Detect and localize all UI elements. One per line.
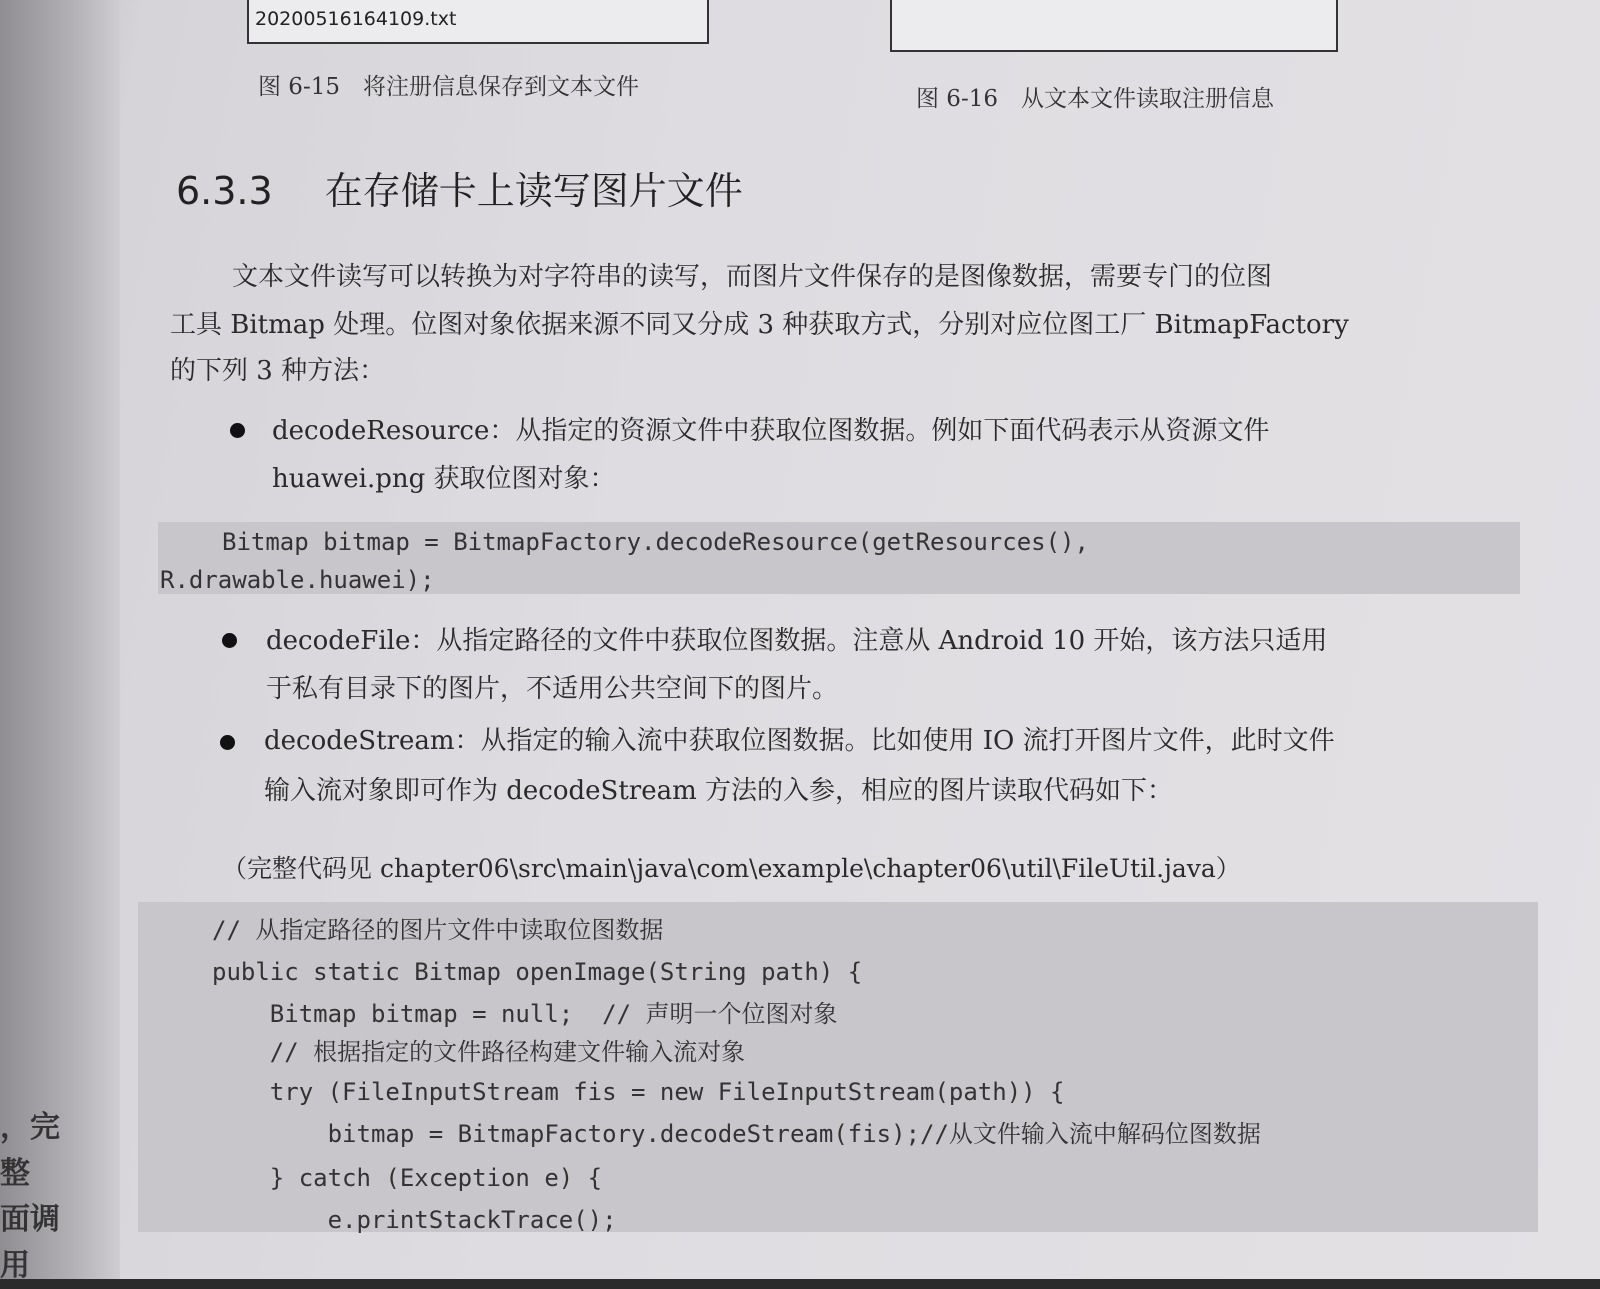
left-page-margin-text (0, 1105, 70, 1289)
code-line: public static Bitmap openImage(String path) { (212, 958, 863, 986)
code-line: Bitmap bitmap = null; // 声明一个位图对象 (212, 1000, 838, 1028)
code-line: } catch (Exception e) { (212, 1164, 603, 1192)
bullet-dot (230, 423, 245, 438)
bullet-decode-resource-line: decodeResource：从指定的资源文件中获取位图数据。例如下面代码表示从资源文件 (272, 416, 1270, 446)
bullet-decode-stream-line: 输入流对象即可作为 decodeStream 方法的入参，相应的图片读取代码如下： (264, 776, 1174, 806)
source-file-note: （完整代码见 chapter06\src\main\java\com\example\chapter06\util\FileUtil.java） (222, 854, 1241, 883)
margin-text-line: 面调用 (0, 1202, 60, 1283)
intro-line: 的下列 3 种方法： (170, 356, 386, 386)
bullet-dot (220, 735, 235, 750)
bullet-decode-file-line: decodeFile：从指定路径的文件中获取位图数据。注意从 Android 10 开始，该方法只适用 (266, 626, 1328, 656)
code-line: e.printStackTrace(); (212, 1206, 617, 1234)
intro-line: 文本文件读写可以转换为对字符串的读写，而图片文件保存的是图像数据，需要专门的位图 (232, 262, 1273, 292)
figure-6-16-box (890, 0, 1338, 52)
code-line: R.drawable.huawei); (160, 566, 435, 594)
bullet-dot (222, 633, 237, 648)
section-title: 在存储卡上读写图片文件 (324, 169, 743, 213)
book-spine (0, 0, 120, 1279)
margin-text-line: ，完整 (0, 1110, 60, 1191)
bullet-decode-resource-line: huawei.png 获取位图对象： (272, 464, 616, 494)
section-number: 6.3.3 (176, 169, 273, 213)
figure-6-15-caption: 图 6-15 将注册信息保存到文本文件 (258, 74, 639, 100)
bullet-decode-file-line: 于私有目录下的图片，不适用公共空间下的图片。 (266, 674, 839, 704)
code-line: Bitmap bitmap = BitmapFactory.decodeResource(getResources(), (222, 528, 1089, 556)
intro-line: 工具 Bitmap 处理。位图对象依据来源不同又分成 3 种获取方式，分别对应位图工厂 BitmapFactory (170, 310, 1349, 340)
code-line: try (FileInputStream fis = new FileInputStream(path)) { (212, 1078, 1065, 1106)
code-line: // 根据指定的文件路径构建文件输入流对象 (212, 1038, 746, 1066)
bullet-decode-stream-line: decodeStream：从指定的输入流中获取位图数据。比如使用 IO 流打开图片文件，此时文件 (264, 726, 1335, 756)
figure-filename: 20200516164109.txt (255, 8, 457, 30)
code-line: bitmap = BitmapFactory.decodeStream(fis);//从文件输入流中解码位图数据 (212, 1120, 1261, 1148)
section-heading (176, 160, 743, 215)
figure-6-16-caption: 图 6-16 从文本文件读取注册信息 (916, 86, 1274, 112)
code-line: // 从指定路径的图片文件中读取位图数据 (212, 916, 664, 944)
